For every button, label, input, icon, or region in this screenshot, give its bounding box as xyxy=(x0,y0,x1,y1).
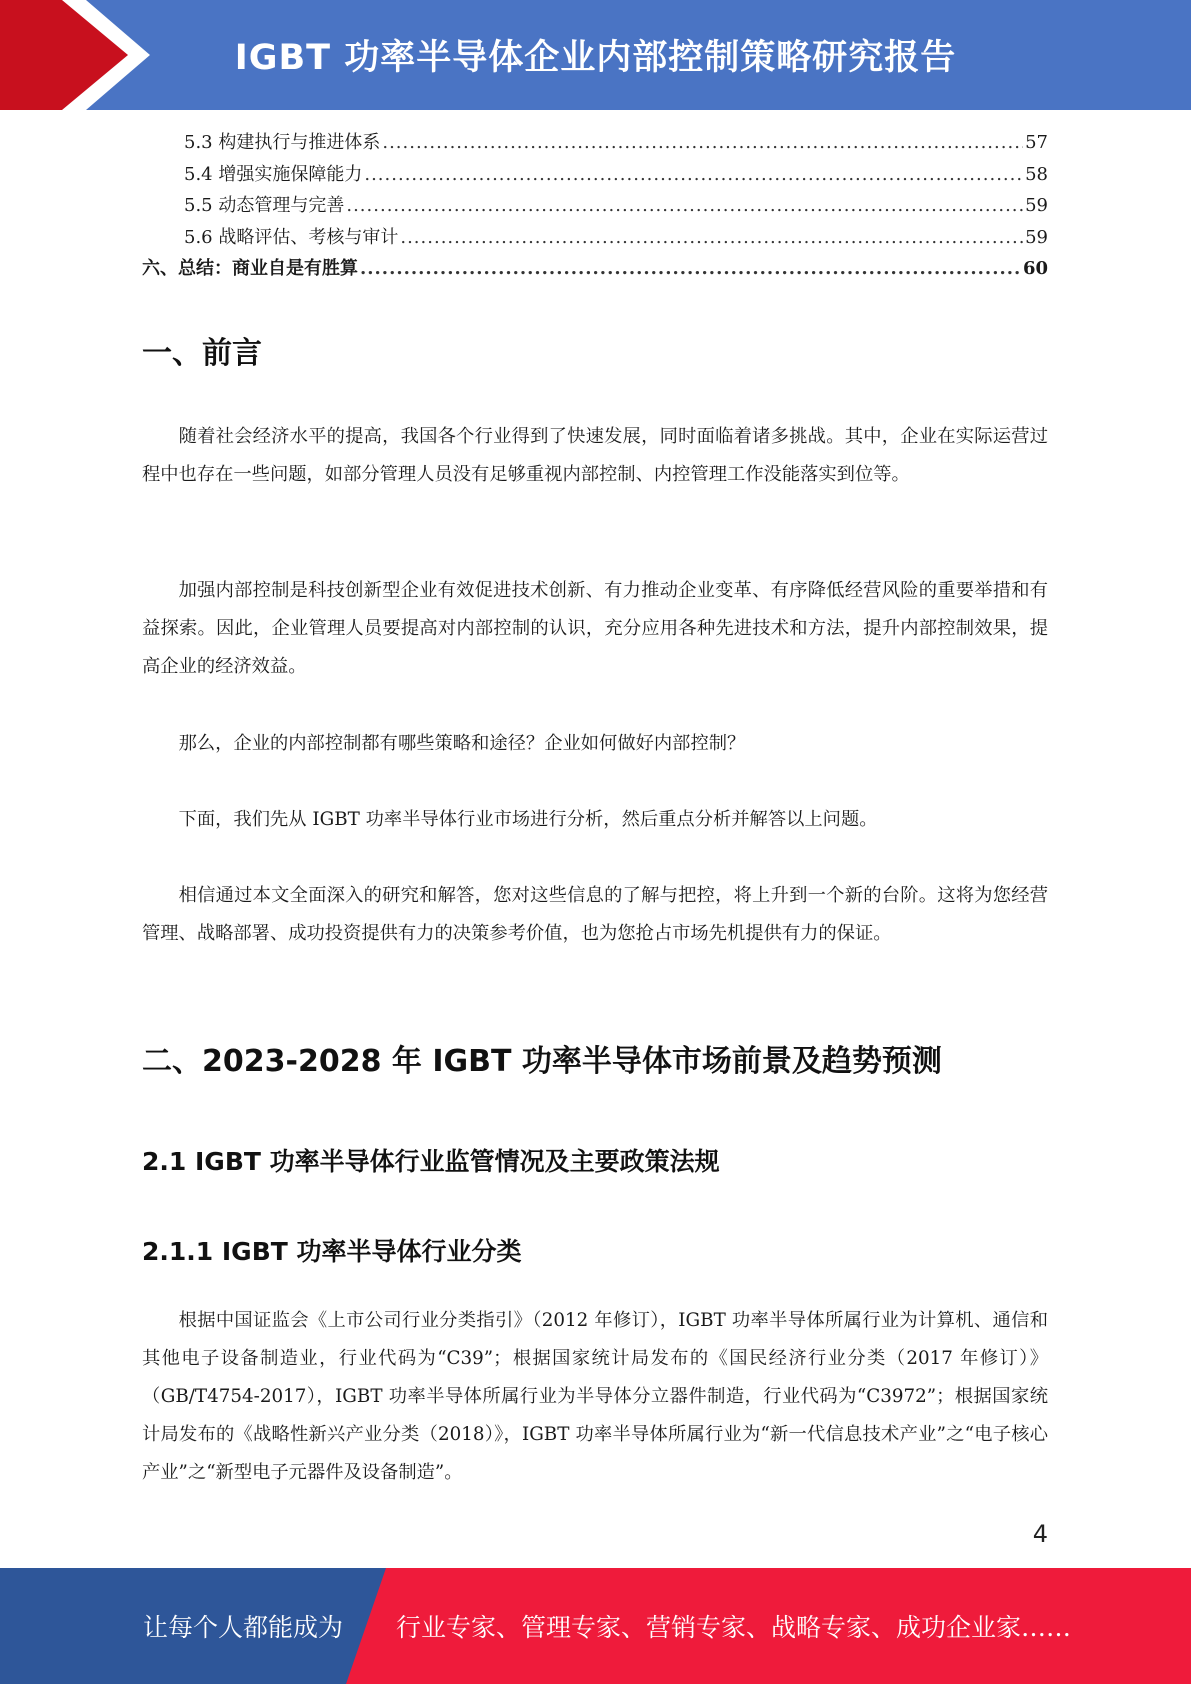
section-heading-preface: 一、前言 xyxy=(142,336,262,371)
page-number: 4 xyxy=(1032,1520,1048,1548)
report-title: IGBT 功率半导体企业内部控制策略研究报告 xyxy=(234,38,957,78)
paragraph: 随着社会经济水平的提高，我国各个行业得到了快速发展，同时面临着诸多挑战。其中，企业在实际运营过程中也存在一些问题，如部分管理人员没有足够重视内部控制、内控管理工作没能落实到位等。 xyxy=(142,426,1048,485)
toc-item-page: 59 xyxy=(1025,226,1048,248)
toc-item-major[interactable] xyxy=(142,254,1048,286)
toc-item[interactable] xyxy=(142,223,1048,255)
footer-banner xyxy=(0,1568,1191,1684)
footer-slogan-right: 行业专家、管理专家、营销专家、战略专家、成功企业家…… xyxy=(396,1613,1072,1642)
header-chevron-decoration xyxy=(0,0,150,110)
toc-item-label: 5.4 增强实施保障能力 xyxy=(184,163,363,185)
toc-item-page: 59 xyxy=(1025,195,1048,216)
toc-leader-dots xyxy=(364,164,1023,185)
footer-slogan-left: 让每个人都能成为 xyxy=(143,1613,344,1642)
toc-item-label: 5.5 动态管理与完善 xyxy=(184,195,345,216)
paragraph: 相信通过本文全面深入的研究和解答，您对这些信息的了解与把控，将上升到一个新的台阶。这将为您经营管理、战略部署、成功投资提供有力的决策参考价值，也为您抢占市场先机提供有力的保证。 xyxy=(142,885,1048,944)
subsection-heading-regulation: 2.1 IGBT 功率半导体行业监管情况及主要政策法规 xyxy=(142,1147,720,1176)
paragraph: 加强内部控制是科技创新型企业有效促进技术创新、有力推动企业变革、有序降低经营风险的重要举措和有益探索。因此，企业管理人员要提高对内部控制的认识，充分应用各种先进技术和方法，提升内部控制效果，提高企业的经济效益。 xyxy=(142,580,1048,677)
toc-item[interactable] xyxy=(142,128,1048,160)
toc-leader-dots xyxy=(346,195,1023,216)
toc-leader-dots xyxy=(360,258,1021,279)
header-banner xyxy=(0,0,1191,110)
toc-item-label: 5.3 构建执行与推进体系 xyxy=(184,132,381,153)
toc-item-label: 5.6 战略评估、考核与审计 xyxy=(184,226,399,248)
paragraph: 根据中国证监会《上市公司行业分类指引》（2012 年修订），IGBT 功率半导体所属行业为计算机、通信和其他电子设备制造业，行业代码为“C39”；根据国家统计局发布的《国民经济行业分类（2017 年修订）》（GB/T4754-2017），IGBT 功率半导体所属行业为半导体分立器件制造，行业代码为“C3972”；根据国家统计局发布的《战略性新兴产业分类（2018）》，IGBT 功率半导体所属行业为“新一代信息技术产业”之“电子核心产业”之“新型电子元器件及设备制造”。 xyxy=(142,1310,1048,1483)
toc-item-label: 六、总结：商业自是有胜算 xyxy=(142,258,358,279)
toc-item[interactable] xyxy=(142,191,1048,223)
table-of-contents xyxy=(142,128,1048,286)
toc-item-page: 57 xyxy=(1025,132,1048,153)
subsection-heading-classification: 2.1.1 IGBT 功率半导体行业分类 xyxy=(142,1237,522,1266)
toc-leader-dots xyxy=(400,227,1023,248)
toc-item-page: 60 xyxy=(1022,258,1048,279)
toc-item-page: 58 xyxy=(1025,163,1048,185)
paragraph: 那么，企业的内部控制都有哪些策略和途径？企业如何做好内部控制？ xyxy=(178,733,746,754)
toc-item[interactable] xyxy=(142,160,1048,192)
paragraph: 下面，我们先从 IGBT 功率半导体行业市场进行分析，然后重点分析并解答以上问题。 xyxy=(178,809,878,830)
section-heading-market-forecast: 二、2023-2028 年 IGBT 功率半导体市场前景及趋势预测 xyxy=(142,1044,942,1079)
toc-leader-dots xyxy=(382,132,1023,153)
